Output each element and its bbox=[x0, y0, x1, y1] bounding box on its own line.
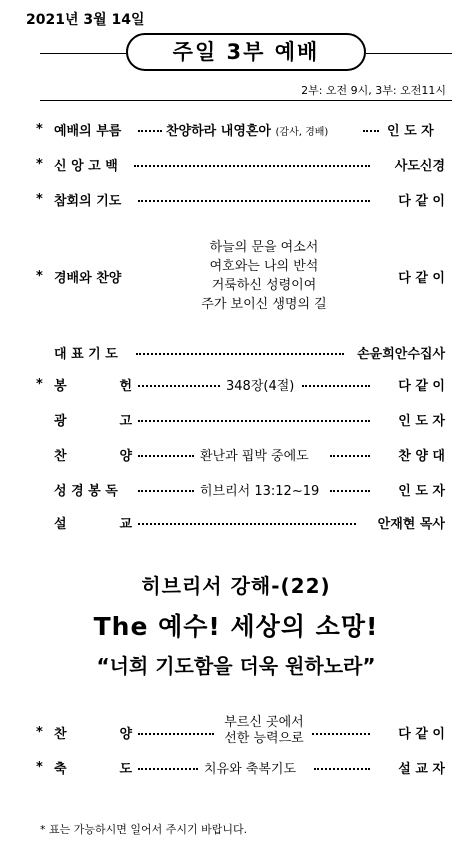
order-right: 안재현 목사 bbox=[377, 516, 445, 532]
order-right: 인 도 자 bbox=[398, 483, 445, 499]
leader-dots bbox=[330, 455, 370, 457]
order-right: 인 도 자 bbox=[398, 413, 445, 429]
closing-hymn: 선한 능력으로 bbox=[224, 731, 304, 746]
order-right: 인 도 자 bbox=[387, 123, 434, 139]
order-right: 다 같 이 bbox=[398, 378, 445, 394]
order-label: 광 고 bbox=[54, 413, 132, 429]
order-right: 다 같 이 bbox=[398, 270, 445, 286]
order-middle: 히브리서 13:12~19 bbox=[200, 483, 320, 499]
order-label: 참회의 기도 bbox=[54, 193, 122, 209]
praise-song-list bbox=[164, 238, 364, 314]
leader-dots bbox=[138, 768, 198, 770]
praise-song: 거룩하신 성령이여 bbox=[211, 278, 317, 293]
leader-dots bbox=[138, 385, 220, 387]
praise-song: 주가 보이신 생명의 길 bbox=[201, 297, 327, 312]
service-title: 주일 3부 예배 bbox=[126, 33, 366, 71]
leader-dots bbox=[134, 165, 370, 167]
leader-dots bbox=[314, 768, 370, 770]
standing-marker: * bbox=[36, 724, 43, 740]
order-row-scripture bbox=[40, 479, 445, 499]
standing-marker: * bbox=[36, 268, 43, 284]
order-label: 예배의 부름 bbox=[54, 123, 122, 139]
order-label: 대 표 기 도 bbox=[54, 346, 118, 362]
leader-dots bbox=[136, 353, 344, 355]
leader-dots bbox=[363, 130, 379, 132]
schedule-divider bbox=[40, 100, 452, 101]
sermon-series: 히브리서 강해-(22) bbox=[141, 574, 331, 598]
leader-dots bbox=[302, 385, 370, 387]
title-rule-right bbox=[366, 53, 452, 54]
closing-hymn: 부르신 곳에서 bbox=[224, 715, 304, 730]
order-right: 다 같 이 bbox=[398, 193, 445, 209]
sermon-title: The 예수! 세상의 소망! bbox=[93, 612, 379, 641]
order-row-offering bbox=[36, 374, 445, 394]
order-label: 축 도 bbox=[54, 761, 132, 777]
standing-marker: * bbox=[36, 191, 43, 207]
order-label: 찬 양 bbox=[54, 726, 132, 742]
closing-row-benediction bbox=[36, 757, 445, 777]
order-label: 설 교 bbox=[54, 516, 132, 532]
order-row-sermon bbox=[40, 512, 445, 532]
order-label: 성 경 봉 독 bbox=[54, 483, 118, 499]
order-right: 찬 양 대 bbox=[398, 448, 445, 464]
order-row-representative-prayer bbox=[40, 342, 445, 362]
sermon-subtitle: “너희 기도함을 더욱 원하노라” bbox=[96, 654, 376, 678]
order-row-creed bbox=[36, 154, 445, 174]
order-row-choir bbox=[40, 444, 445, 464]
leader-dots bbox=[138, 200, 370, 202]
order-middle: 348장(4절) bbox=[226, 378, 295, 394]
leader-dots bbox=[138, 455, 194, 457]
standing-marker: * bbox=[36, 759, 43, 775]
service-date: 2021년 3월 14일 bbox=[26, 12, 145, 28]
order-right: 사도신경 bbox=[394, 158, 445, 174]
leader-dots bbox=[138, 490, 194, 492]
order-label: 경배와 찬양 bbox=[54, 270, 122, 286]
order-label: 봉 헌 bbox=[54, 378, 132, 394]
leader-dots bbox=[330, 490, 370, 492]
praise-song: 여호와는 나의 반석 bbox=[209, 259, 319, 274]
order-middle: 환난과 핍박 중에도 bbox=[200, 448, 309, 464]
standing-marker: * bbox=[36, 156, 43, 172]
order-right: 손윤희안수집사 bbox=[357, 346, 445, 362]
standing-marker: * bbox=[36, 376, 43, 392]
order-row-confession bbox=[36, 189, 445, 209]
service-schedule: 2부: 오전 9시, 3부: 오전11시 bbox=[301, 84, 446, 97]
standing-marker: * bbox=[36, 121, 43, 137]
order-right: 설 교 자 bbox=[398, 761, 445, 777]
order-row-announcements bbox=[40, 409, 445, 429]
closing-hymn-lines bbox=[164, 715, 364, 747]
leader-dots bbox=[138, 130, 162, 132]
leader-dots bbox=[138, 420, 370, 422]
order-label: 찬 양 bbox=[54, 448, 132, 464]
leader-dots bbox=[138, 523, 356, 525]
footer-note: * 표는 가능하시면 일어서 주시기 바랍니다. bbox=[40, 823, 248, 836]
order-right: 다 같 이 bbox=[398, 726, 445, 742]
title-rule-left bbox=[40, 53, 126, 54]
order-label: 신 앙 고 백 bbox=[54, 158, 118, 174]
order-middle: 치유와 축복기도 bbox=[204, 761, 297, 777]
praise-song: 하늘의 문을 여소서 bbox=[209, 240, 319, 255]
order-row-call-to-worship bbox=[36, 119, 445, 139]
order-middle: 찬양하라 내영혼아 (감사, 경배) bbox=[166, 123, 329, 139]
